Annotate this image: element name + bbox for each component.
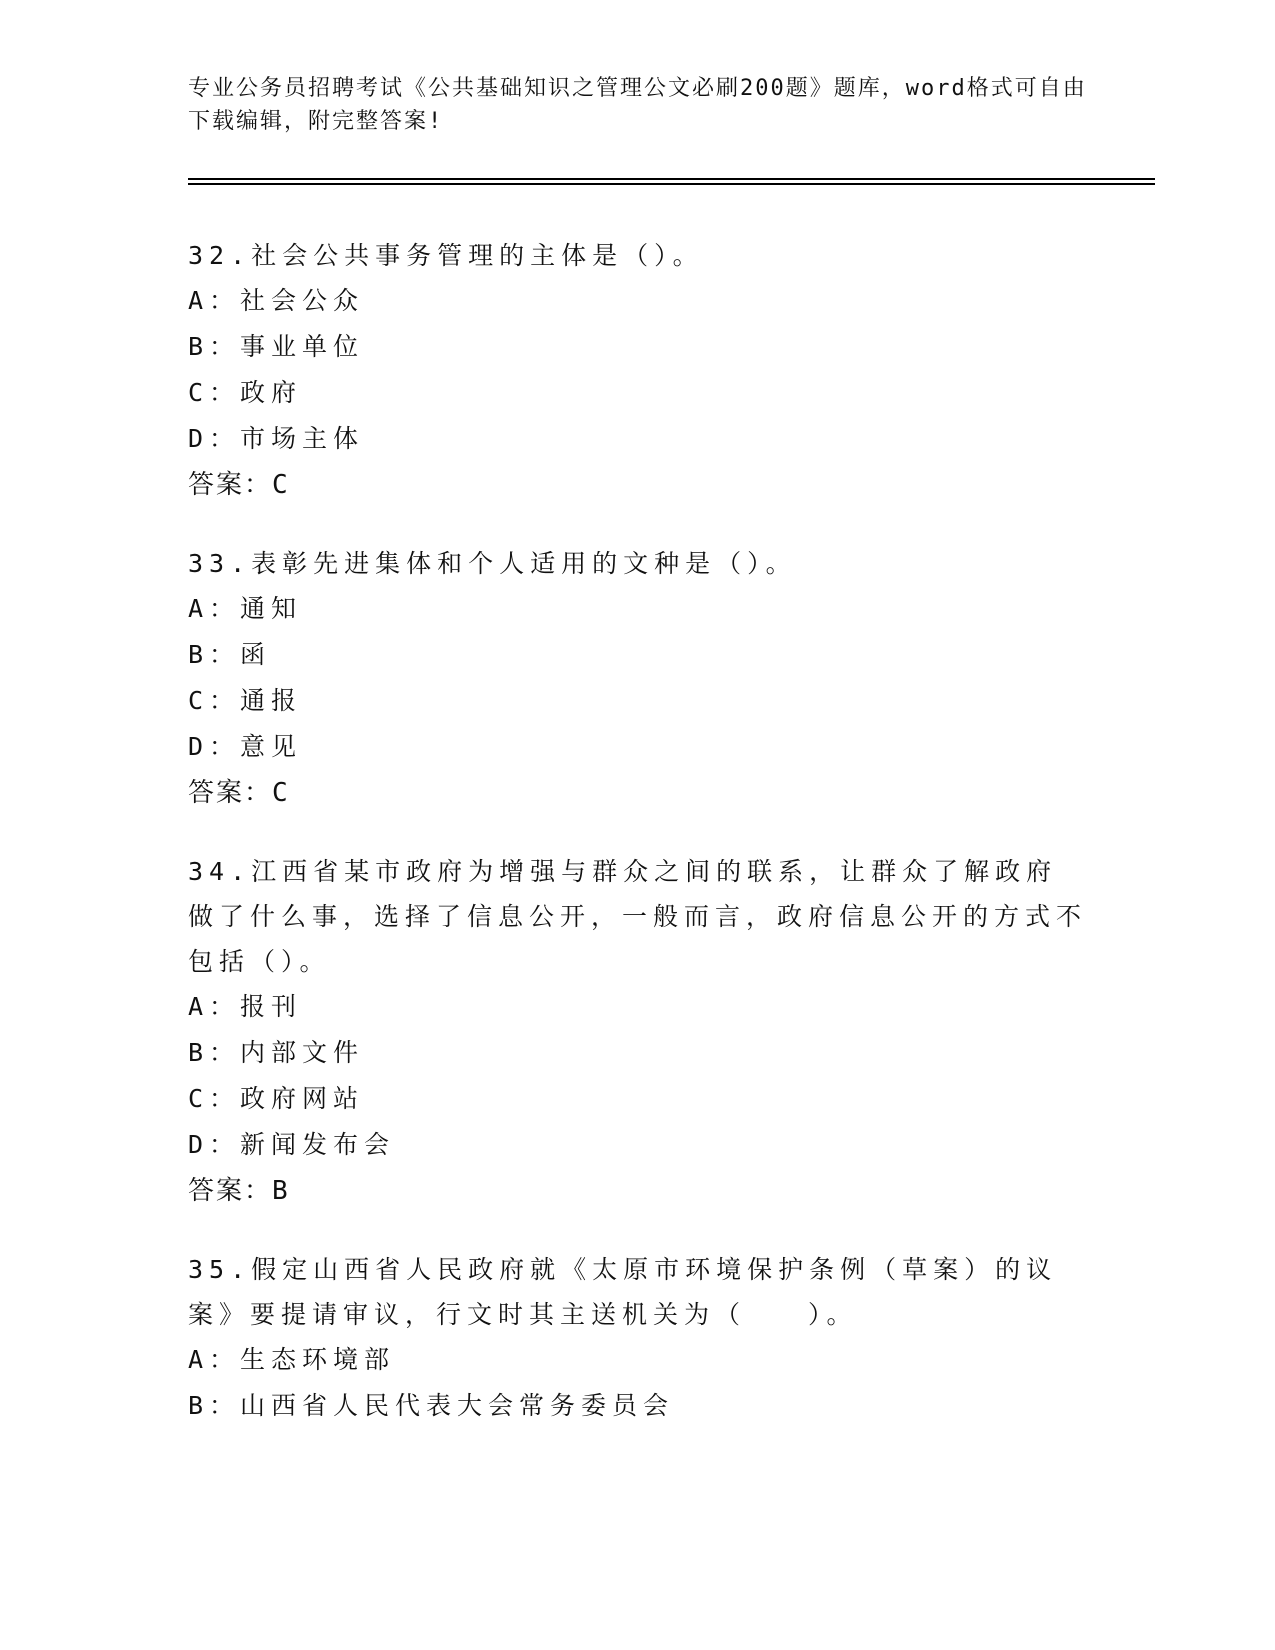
answer-line [188,1168,1088,1214]
question-stem: 33.表彰先进集体和个人适用的文种是（）。 [188,549,797,578]
question-34 [188,849,1088,1214]
option-b: B：内部文件 [188,1038,365,1067]
answer-value: C [272,470,290,500]
option-c: C：政府网站 [188,1084,365,1113]
option-d: D：意见 [188,732,303,761]
question-35 [188,1247,1088,1429]
option-a: A：生态环境部 [188,1345,396,1374]
header-divider-line [188,178,1155,180]
option-a: A：社会公众 [188,286,365,315]
question-33 [188,541,1088,816]
answer-label: 答案： [188,778,273,808]
option-a: A：报刊 [188,992,303,1021]
question-stem: 32.社会公共事务管理的主体是（）。 [188,241,704,270]
option-b: B：函 [188,640,272,669]
option-b: B：事业单位 [188,332,365,361]
answer-label: 答案： [188,1176,273,1206]
question-stem: 34.江西省某市政府为增强与群众之间的联系，让群众了解政府做了什么事，选择了信息公开，一般而言，政府信息公开的方式不包括（）。 [188,857,1088,976]
option-d: D：新闻发布会 [188,1130,396,1159]
header-divider-line-secondary [188,183,1155,185]
question-list [188,233,1088,1462]
option-c: C：政府 [188,378,303,407]
question-stem: 35.假定山西省人民政府就《太原市环境保护条例（草案）的议案》要提请审议，行文时其主送机关为（ ）。 [188,1255,1058,1329]
answer-value: C [272,778,290,808]
question-32 [188,233,1088,508]
option-b: B：山西省人民代表大会常务委员会 [188,1391,675,1420]
answer-value: B [272,1176,290,1206]
option-c: C：通报 [188,686,303,715]
document-header-intro: 专业公务员招聘考试《公共基础知识之管理公文必刷200题》题库，word格式可自由下载编辑，附完整答案! [188,76,1087,134]
answer-line [188,462,1088,508]
option-d: D：市场主体 [188,424,365,453]
answer-line [188,770,1088,816]
answer-label: 答案： [188,470,273,500]
option-a: A：通知 [188,594,303,623]
